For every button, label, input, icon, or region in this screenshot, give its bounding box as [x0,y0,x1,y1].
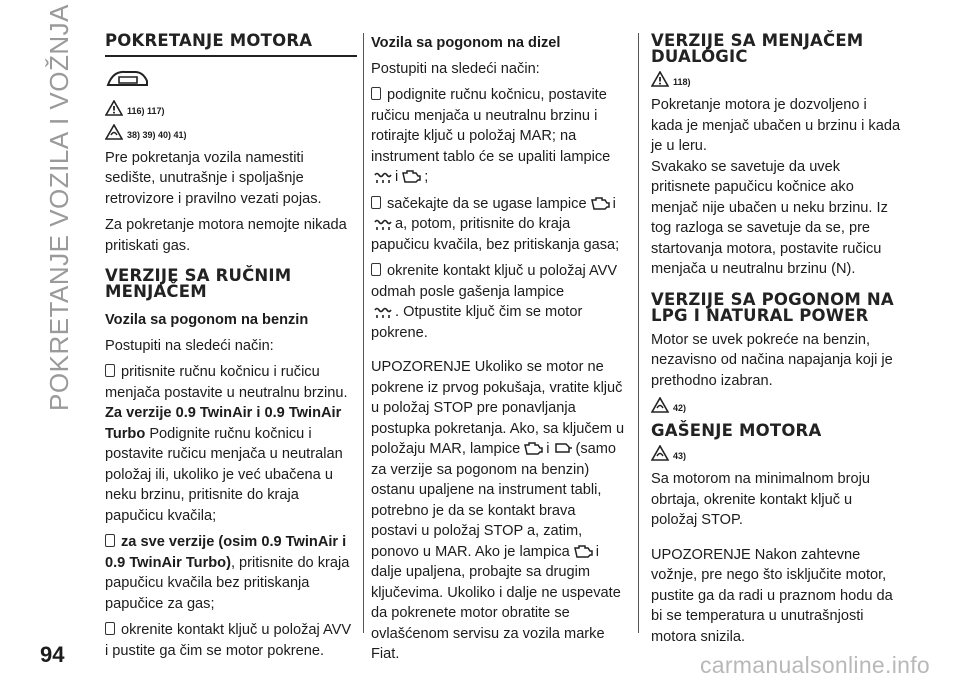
list-item-text: podignite ručnu kočnicu, postavite ručicu menjača u neutralnu brzinu i rotirajte ključ u položaj MAR; na instrument tablo će se upaliti lampice [371,87,611,165]
list-item [105,362,357,526]
list-item-text: . Otpustite ključ čim se motor pokrene. [371,304,583,341]
warning-triangle-icon [651,71,669,87]
connector-text: i [395,169,399,185]
paragraph: Postupiti na sledeći način: [371,60,540,77]
list-item [371,261,625,343]
bullet-icon [105,622,115,635]
list-item-text: Podignite ručnu kočnicu i postavite ručicu menjača u neutralan položaj ili, ukoliko je već ubačena u neku brzinu, pritisnite do kraja papučicu kvačila; [105,425,343,524]
heading-lpg: VERZIJE SA POGONOM NA LPG I NATURAL POWER [651,289,894,325]
bullet-icon [105,534,115,547]
list-item-bold: Za verzije 0.9 TwinAir i 0.9 TwinAir Turbo [105,405,342,442]
list-item [371,194,625,256]
paragraph: Pokretanje motora je dozvoljeno i kada je menjač ubačen u brzinu i kada je u leru. [651,97,901,154]
warning-note: UPOZORENJE Nakon zahtevne vožnje, pre nego što isključite motor, pustite ga da radi u praznom hodu da bi se temperatura u unutrašnjosti motora snizila. [651,546,893,645]
paragraph: Motor se uvek pokreće na benzin, nezavisno od načina napajanja koji je prethodno izabran. [651,331,893,389]
list-item-text: , pritisnite do kraja papučicu kvačila bez pritiskanja papučice za gas; [105,554,350,612]
paragraph: Postupiti na sledeći način: [105,337,274,354]
heading-engine-stop: GAŠENJE MOTORA [651,421,822,440]
connector-text: i [546,441,550,457]
column-divider [363,33,364,633]
list-item [105,532,357,614]
glow-plug-icon [373,219,393,231]
paragraph: Pre pokretanja vozila namestiti sedište, unutrašnje i spoljašnje retrovizore i pravilno vezati pojas. [105,149,322,207]
heading-dualogic: VERZIJE SA MENJAČEM DUALOGIC [651,31,864,66]
caution-reference [651,445,901,461]
caution-hand-icon [105,124,123,140]
engine-failure-icon [572,543,594,559]
column-divider [638,33,639,633]
engine-failure-icon [589,195,611,211]
warning-triangle-icon [105,100,123,116]
heading-manual-gearbox: VERZIJE SA RUČNIM MENJAČEM [105,266,292,301]
bullet-icon [105,364,115,377]
paragraph: Za pokretanje motora nemojte nikada pritiskati gas. [105,217,347,254]
note-text: (samo za verzije sa pogonom na benzin) ostanu upaljene na instrument tabli, potrebno je da se kontakt brava postavi u položaj STOP a, zatim, ponovo u MAR. Ako je lampica [371,441,617,560]
bonnet-engine-icon [105,67,357,96]
list-item-text: okrenite kontakt ključ u položaj AVV odmah posle gašenja lampice [371,263,618,300]
engine-failure-icon [522,440,544,456]
caution-ref-text: 43) [673,451,687,461]
paragraph: Sa motorom na minimalnom broju obrtaja, okrenite kontakt ključ u položaj STOP. [651,471,870,528]
right-column [651,33,901,653]
note-text: UPOZORENJE Ukoliko se motor ne pokrene iz prvog pokušaja, vratite ključ u položaj STOP pre ponavljanja postupka pokretanja. Ako, sa ključem u položaju MAR, lampice [371,359,625,457]
warning-ref-text: 118) [673,77,691,87]
left-column [105,33,357,667]
bullet-icon [371,263,381,276]
chapter-side-title [34,3,84,411]
list-item-text: sačekajte da se ugase lampice [387,195,587,212]
caution-hand-icon [651,445,669,461]
glow-plug-icon [373,172,393,184]
heading-engine-start: POKRETANJE MOTORA [105,33,357,57]
list-item-text: pritisnite ručnu kočnicu i ručicu menjača postavite u neutralnu brzinu. [105,364,348,401]
glow-plug-icon [373,307,393,319]
engine-failure-icon [400,168,422,184]
bullet-icon [371,87,381,100]
list-item [371,85,625,188]
caution-ref-text: 38) 39) 40) 41) [127,129,187,140]
list-item-text: a, potom, pritisnite do kraja papučicu kvačila, bez pritiskanja gasa; [371,216,620,253]
caution-hand-icon [651,397,669,413]
list-item-text: okrenite kontakt ključ u položaj AVV i pustite ga čim se motor pokrene. [105,622,352,659]
caution-reference [105,124,357,140]
subheading-petrol: Vozila sa pogonom na benzin [105,312,309,328]
page-number: 94 [40,642,65,667]
list-item [105,620,357,661]
list-item-bold: za sve verzije (osim 0.9 TwinAir i 0.9 TwinAir Turbo) [105,534,347,571]
warning-note [371,357,625,665]
warning-reference [105,100,357,116]
list-item-text: ; [424,169,429,185]
subheading-diesel: Vozila sa pogonom na dizel [371,35,561,51]
note-text: i dalje upaljena, probajte sa drugim ključevima. Ukoliko i dalje ne uspevate da pokrenete motor obratite se ovlašćenom servisu za vozila marke Fiat. [371,543,621,662]
warning-reference [651,71,901,87]
connector-text: i [612,195,616,212]
warning-ref-text: 116) 117) [127,105,165,116]
caution-ref-text: 42) [673,403,687,413]
chapter-side-title-text: POKRETANJE VOZILA I VOŽNJA [43,3,74,411]
paragraph: Svakako se savetuje da uvek pritisnete papučicu kočnice ako menjač nije ubačen u neku brzinu. Iz tog razloga se savetuje da se, pre startovanja motora, postavite ručicu menjača u neutralnu brzinu (N). [651,158,888,277]
middle-column [371,33,625,671]
bullet-icon [371,196,381,209]
caution-reference [651,397,901,413]
watermark: carmanualsonline.info [699,652,930,678]
emission-control-icon [552,440,574,456]
